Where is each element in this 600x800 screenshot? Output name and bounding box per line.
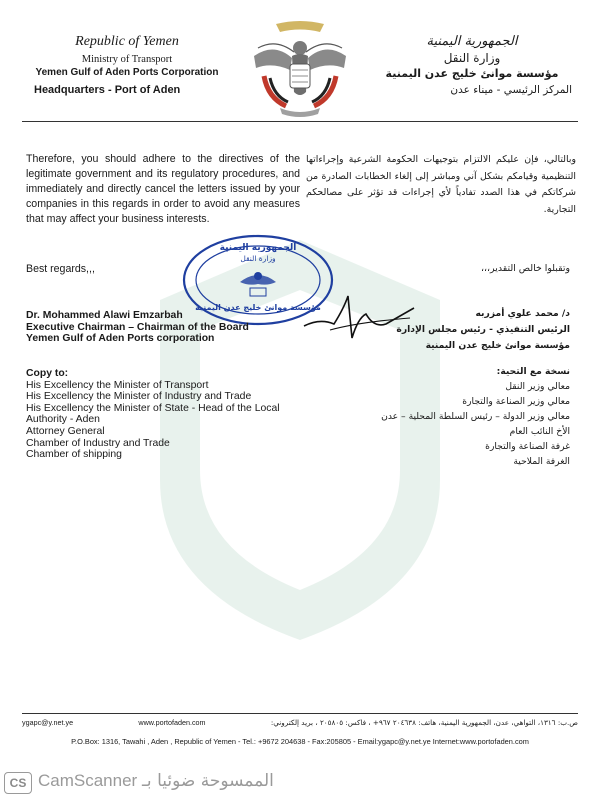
header-corp-en: Yemen Gulf of Aden Ports Corporation <box>35 67 219 78</box>
header-hq-ar: المركز الرئيسي - ميناء عدن <box>450 84 572 96</box>
header-republic-en: Republic of Yemen <box>75 34 179 49</box>
list-item: غرفة الصناعة والتجارة <box>485 441 570 452</box>
scanner-label-ar: الممسوحة ضوئيا بـ <box>141 771 274 791</box>
header-ministry-ar: وزارة النقل <box>443 51 501 65</box>
copy-title-ar: نسخة مع التحية: <box>496 366 570 377</box>
header-arabic <box>362 34 582 96</box>
list-item: Attorney General <box>26 425 105 437</box>
body-paragraph-en: Therefore, you should adhere to the directives of the legitimate government and its regulatory procedures, and immediately and directly cancel the letters issued by your companies in this regards in order to avoid any measures that may affect your business interests. <box>26 153 300 225</box>
scanner-label <box>38 771 274 791</box>
footer-email: ygapc@y.net.ye <box>22 718 74 727</box>
list-item: الغرفة الملاحية <box>513 456 570 467</box>
list-item: His Excellency the Minister of Industry and Trade <box>26 391 252 403</box>
regards-en: Best regards,,, <box>26 263 95 275</box>
footer-divider <box>22 713 578 714</box>
copy-title-en: Copy to: <box>26 368 69 379</box>
regards-ar: وتقبلوا خالص التقدير،،، <box>480 263 570 274</box>
list-item: الأخ النائب العام <box>509 426 570 437</box>
stamp-text-mid: وزارة النقل <box>240 254 276 263</box>
header-hq-en: Headquarters - Port of Aden <box>34 84 181 96</box>
footer-website: www.portofaden.com <box>138 718 206 727</box>
list-item: His Excellency the Minister of Transport <box>26 379 209 391</box>
list-item: معالي وزير النقل <box>505 381 570 392</box>
list-item: معالي وزير الصناعة والتجارة <box>462 396 570 407</box>
list-item: Authority - Aden <box>26 414 100 426</box>
copy-to-ar <box>381 364 570 469</box>
footer-address-ar: ص.ب: ١٣١٦، التواهي، عدن، الجمهورية اليمنية، هاتف: ٢٠٤٦٣٨ ٩٦٧+ ، فاكس: ٢٠٥٨٠٥ ، بريد إلكتروني: <box>270 718 578 727</box>
stamp-text-ring: مؤسسة موانئ خليج عدن اليمنية <box>195 303 321 312</box>
list-item: Chamber of Industry and Trade <box>26 437 170 449</box>
yemen-eagle-emblem-icon <box>246 18 354 122</box>
body-paragraph-ar: وبالتالي، فإن عليكم الالتزام بتوجيهات الحكومة الشرعية وإجراءاتها التنظيمية وقيامكم بشكل آني ومباشر إلى إلغاء الخطابات الصادرة من شركاتكم في هذا الصدد تفادياً لأي إجراءات قد تؤثر على مصالحكم التجارية. <box>306 154 576 215</box>
header-divider <box>22 121 578 122</box>
signatory-en <box>26 310 249 345</box>
stamp-text-top: الجمهورية اليمنية <box>219 243 297 253</box>
list-item: Chamber of shipping <box>26 449 122 461</box>
signatory-title-en: Executive Chairman – Chairman of the Board <box>26 321 249 333</box>
header-english <box>22 34 232 96</box>
signatory-org-ar: مؤسسة موانئ خليج عدن اليمنية <box>425 340 570 351</box>
scanner-brand: CamScanner <box>38 771 138 790</box>
signatory-ar <box>396 306 570 354</box>
signatory-name-ar: د/ محمد علوي أمزربه <box>475 308 570 319</box>
header-republic-ar: الجمهورية اليمنية <box>426 34 518 49</box>
signatory-name-en: Dr. Mohammed Alawi Emzarbah <box>26 310 183 321</box>
list-item: His Excellency the Minister of State - Head of the Local <box>26 402 280 414</box>
header-ministry-en: Ministry of Transport <box>81 54 173 65</box>
signatory-org-en: Yemen Gulf of Aden Ports corporation <box>26 333 215 344</box>
header-corp-ar: مؤسسة موانئ خليج عدن اليمنية <box>385 67 559 80</box>
camscanner-logo-icon: CS <box>4 772 32 794</box>
footer-line-1 <box>22 718 578 727</box>
signatory-title-ar: الرئيس التنفيذي - رئيس مجلس الإدارة <box>396 324 570 335</box>
footer-address-en: P.O.Box: 1316, Tawahi , Aden , Republic of Yemen - Tel.: +9672 204638 - Fax:205805 - Email:ygapc@y.net.ye Internet:www.portofaden.com <box>71 737 529 746</box>
list-item: معالي وزير الدولة – رئيس السلطة المحلية – عدن <box>381 411 570 422</box>
copy-to-en <box>26 368 280 461</box>
